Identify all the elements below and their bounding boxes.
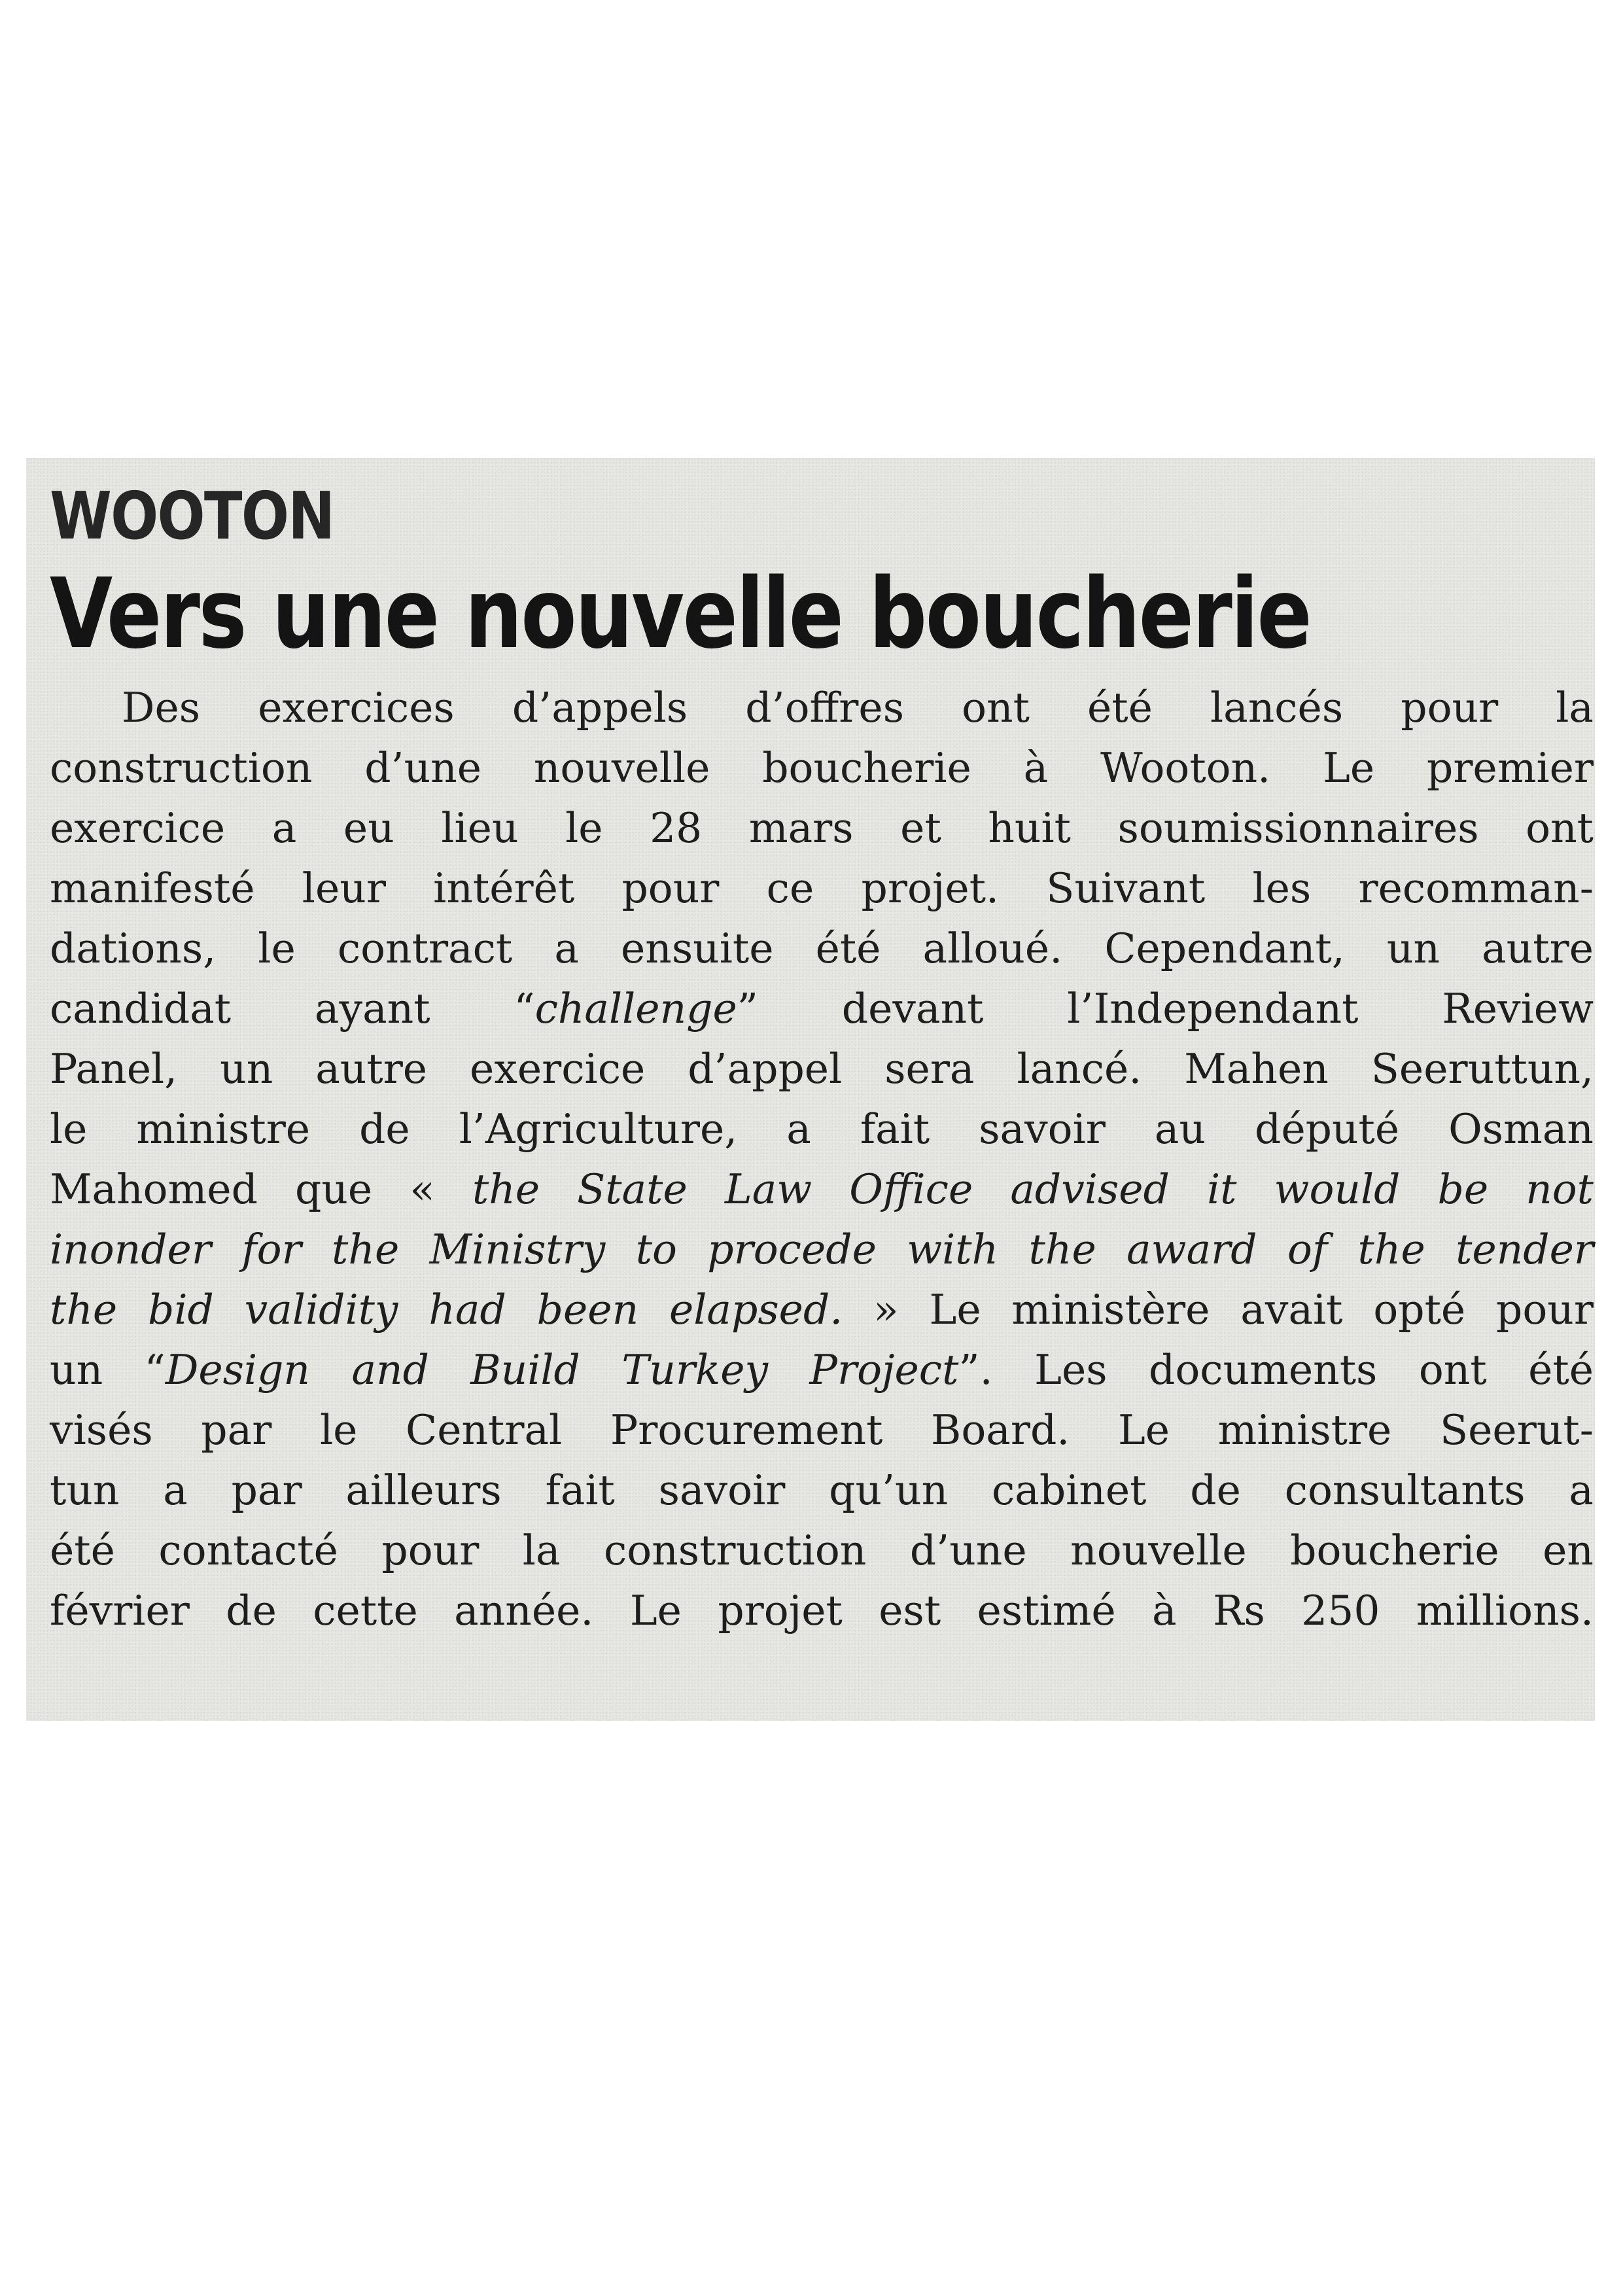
article-line xyxy=(50,919,1594,979)
italic-run: Design and Build Turkey Project xyxy=(165,1346,959,1394)
text-run: tun a par ailleurs fait savoir qu’un cabinet de consultants a xyxy=(50,1466,1594,1514)
text-run: » Le ministère avait opté pour xyxy=(843,1286,1594,1333)
article-line xyxy=(50,1581,1594,1641)
italic-run: the bid validity had been elapsed. xyxy=(50,1286,843,1333)
article-line xyxy=(50,1039,1594,1099)
article-line xyxy=(50,738,1594,798)
article-line xyxy=(50,1099,1594,1159)
text-run: Mahomed que « xyxy=(50,1165,472,1213)
newspaper-clipping xyxy=(26,458,1595,1721)
italic-run: the State Law Office advised it would be not xyxy=(472,1165,1594,1213)
text-run: ”. Les documents ont été xyxy=(958,1346,1594,1394)
text-run: construction d’une nouvelle boucherie à Wooton. Le premier xyxy=(50,744,1594,792)
text-run: Panel, un autre exercice d’appel sera lancé. Mahen Seeruttun, xyxy=(50,1045,1594,1093)
article-line xyxy=(50,1400,1594,1460)
text-run: exercice a eu lieu le 28 mars et huit soumissionnaires ont xyxy=(50,804,1594,852)
article-line xyxy=(50,979,1594,1039)
article-line xyxy=(50,1280,1594,1340)
text-run: ” devant l’Independant Review xyxy=(737,985,1594,1033)
text-run: candidat ayant “ xyxy=(50,985,535,1033)
article-line xyxy=(50,678,1594,738)
text-run: dations, le contract a ensuite été alloué. Cependant, un autre xyxy=(50,925,1594,972)
article-line xyxy=(50,1159,1594,1220)
article-line xyxy=(50,1521,1594,1581)
italic-run: challenge xyxy=(534,985,737,1033)
text-run: un “ xyxy=(50,1346,166,1394)
article-body xyxy=(50,678,1594,1641)
section-kicker: WOOTON xyxy=(50,478,334,554)
text-run: le ministre de l’Agriculture, a fait savoir au député Osman xyxy=(50,1105,1594,1153)
article-line xyxy=(50,858,1594,919)
text-run: manifesté leur intérêt pour ce projet. Suivant les recomman- xyxy=(50,864,1594,912)
article-line xyxy=(50,1220,1594,1280)
text-run: été contacté pour la construction d’une nouvelle boucherie en xyxy=(50,1527,1594,1574)
text-run: février de cette année. Le projet est estimé à Rs 250 millions. xyxy=(50,1587,1594,1634)
text-run: Des exercices d’appels d’offres ont été lancés pour la xyxy=(122,684,1594,732)
article-line xyxy=(50,1460,1594,1521)
italic-run: inonder for the Ministry to procede with the award of the tender xyxy=(50,1226,1594,1273)
article-headline: Vers une nouvelle boucherie xyxy=(50,557,1311,670)
text-run: visés par le Central Procurement Board. Le ministre Seerut- xyxy=(50,1406,1594,1454)
article-line xyxy=(50,798,1594,858)
article-line xyxy=(50,1340,1594,1400)
